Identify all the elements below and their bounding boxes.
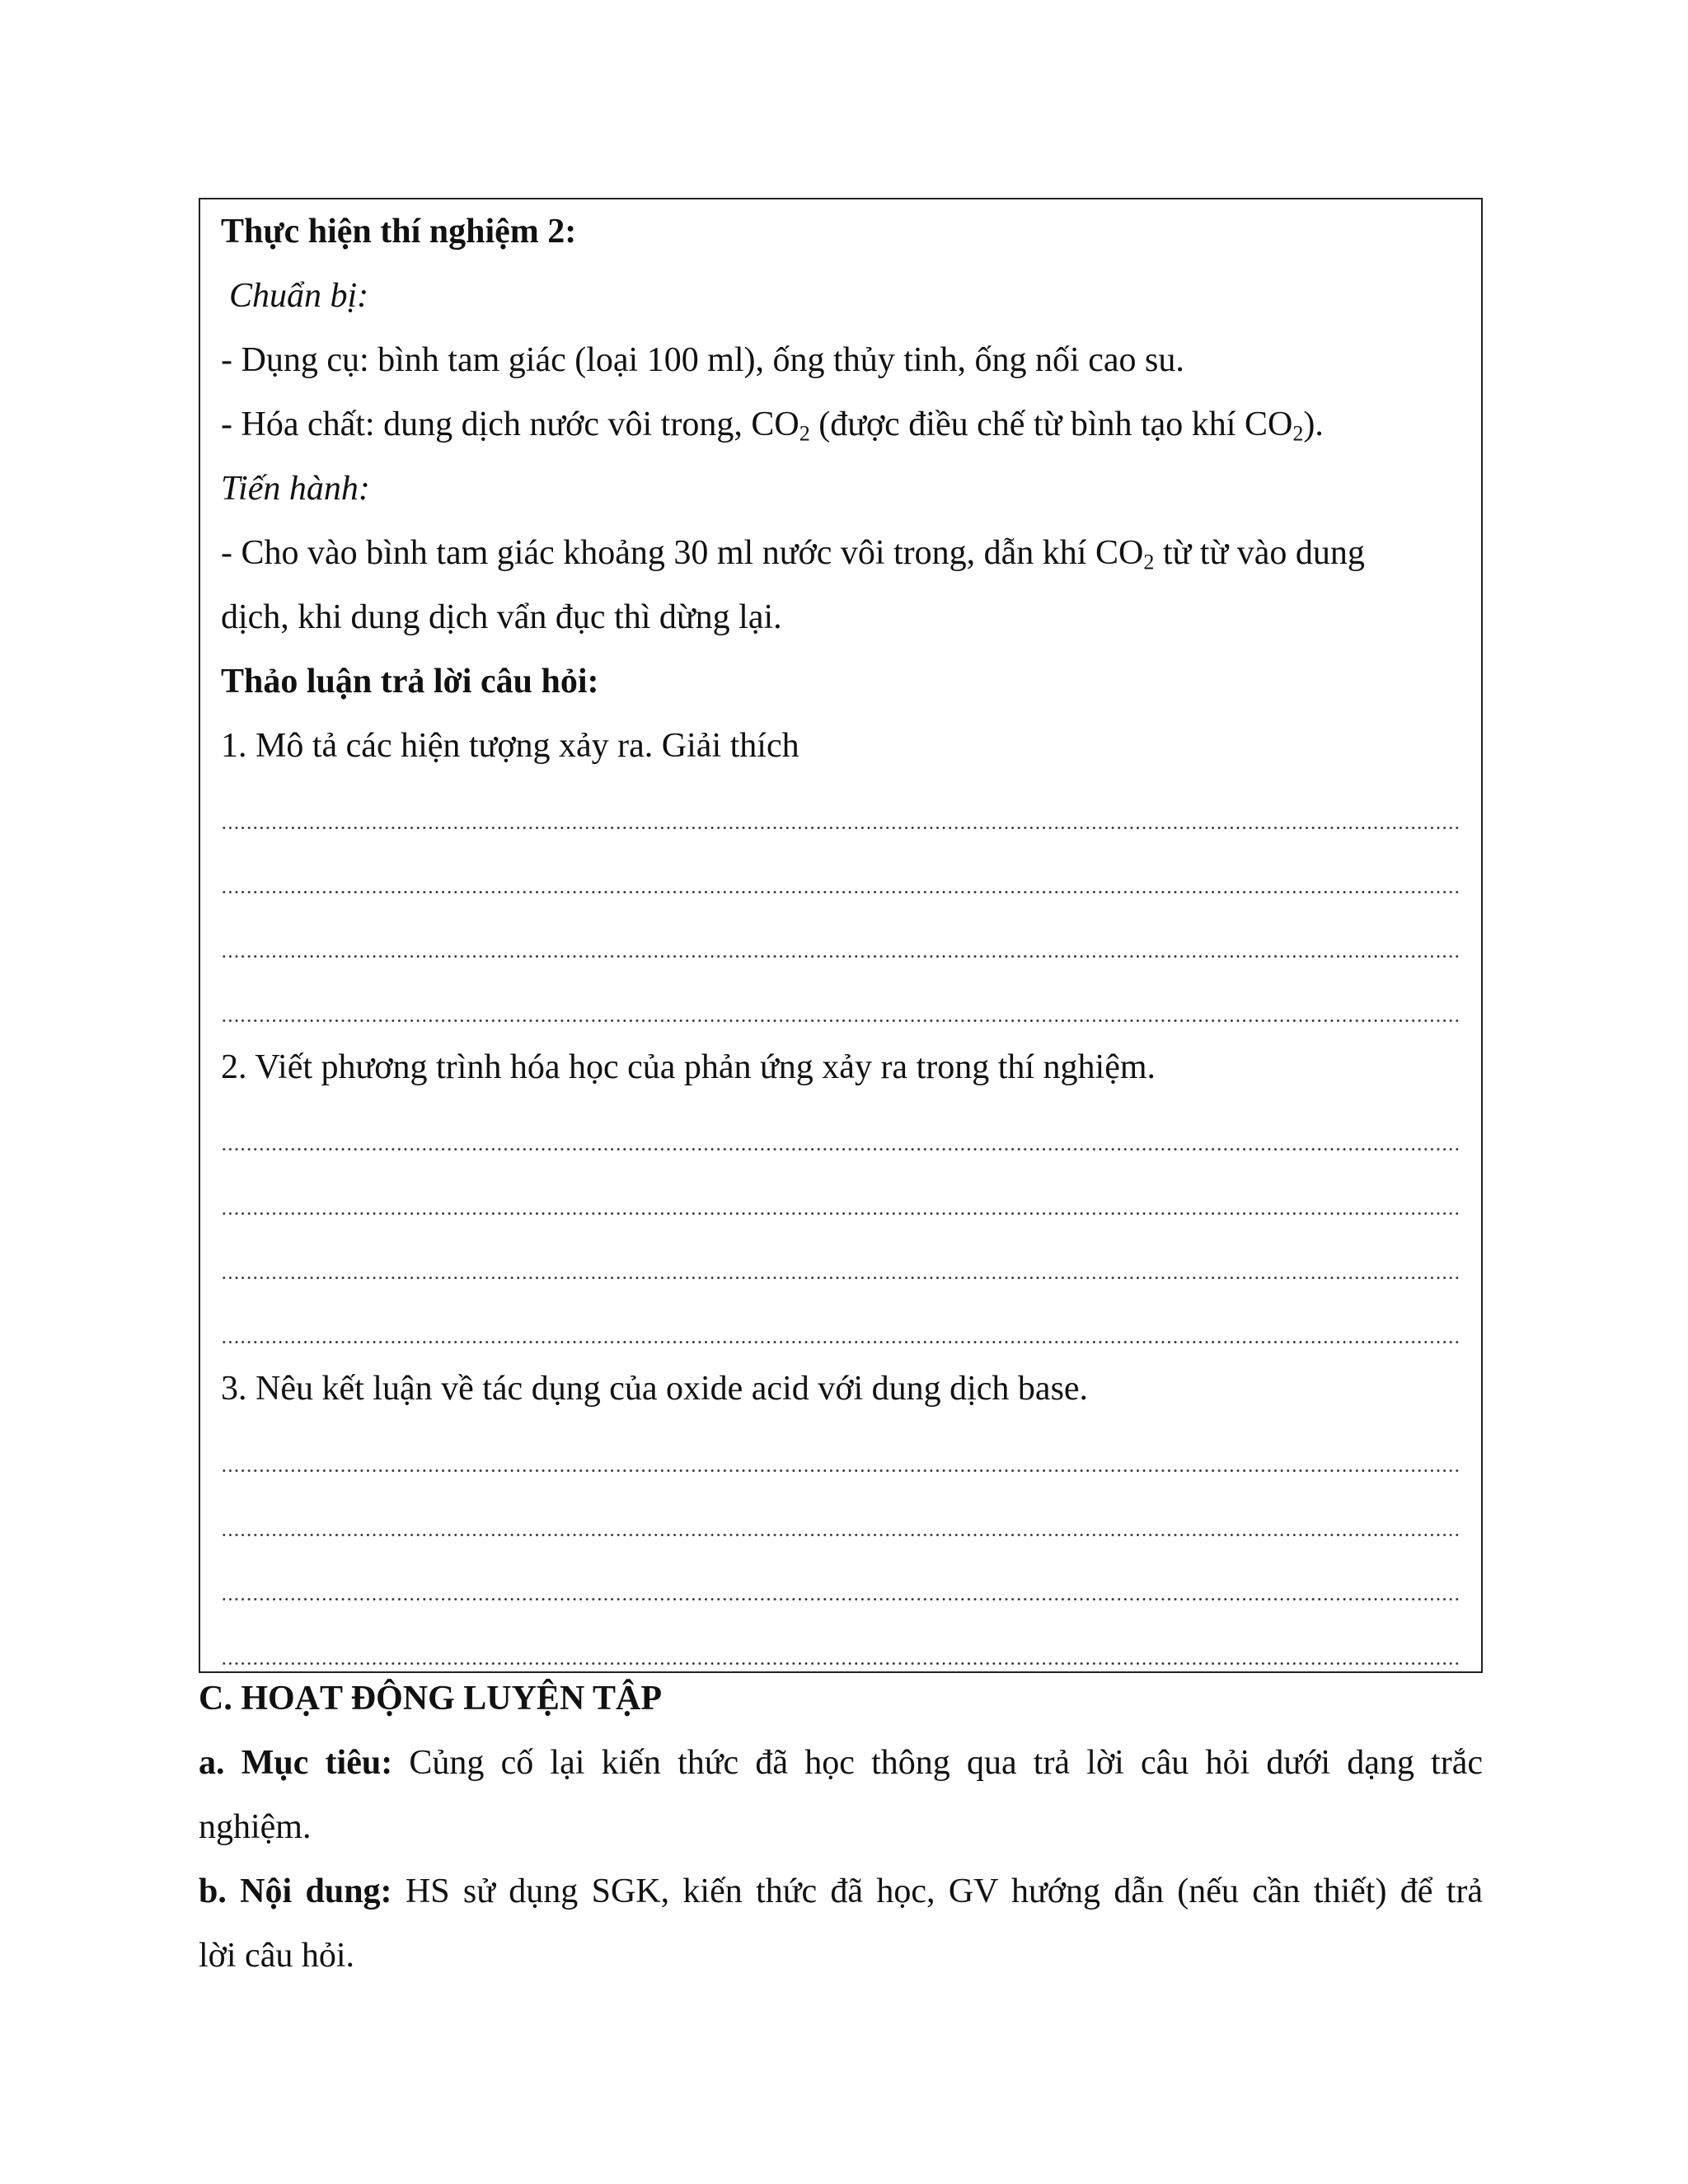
answer-line[interactable]	[221, 907, 1461, 971]
chemicals-text-2: (được điều chế từ bình tạo khí CO	[809, 405, 1293, 443]
answer-line[interactable]	[221, 842, 1461, 907]
answer-line[interactable]	[221, 971, 1461, 1035]
answer-line[interactable]	[221, 1421, 1461, 1485]
question-3: 3. Nêu kết luận về tác dụng của oxide acid với dung dịch base.	[221, 1370, 1089, 1408]
procedure-line-2: dịch, khi dung dịch vẩn đục thì dừng lại.	[221, 598, 782, 636]
objective-label: a. Mục tiêu:	[199, 1744, 393, 1782]
subscript-2: 2	[799, 421, 810, 446]
objective-text: Củng cố lại kiến thức đã học thông qua trả lời câu hỏi dưới dạng trắc	[392, 1744, 1483, 1782]
subscript-2: 2	[1292, 421, 1304, 446]
procedure-text-2: từ từ vào dung	[1154, 534, 1365, 572]
answer-line[interactable]	[221, 1549, 1461, 1614]
question-2: 2. Viết phương trình hóa học của phản ứng xảy ra trong thí nghiệm.	[221, 1048, 1156, 1086]
prep-heading: Chuẩn bị:	[229, 277, 369, 315]
objective-line-1	[199, 1731, 1483, 1795]
procedure-line-1	[221, 521, 1461, 585]
procedure-text-1: - Cho vào bình tam giác khoảng 30 ml nước vôi trong, dẫn khí CO	[221, 534, 1144, 572]
answer-line[interactable]	[221, 1292, 1461, 1357]
answer-line[interactable]	[221, 1099, 1461, 1164]
chemicals-line	[221, 392, 1461, 457]
answer-line[interactable]	[221, 1228, 1461, 1292]
experiment-box	[199, 198, 1483, 1673]
discussion-heading: Thảo luận trả lời câu hỏi:	[221, 663, 599, 701]
content-line-2: lời câu hỏi.	[199, 1937, 354, 1975]
content-text: HS sử dụng SGK, kiến thức đã học, GV hướng dẫn (nếu cần thiết) để trả	[392, 1872, 1483, 1910]
content-line-1	[199, 1859, 1483, 1924]
answer-line[interactable]	[221, 1164, 1461, 1228]
content-label: b. Nội dung:	[199, 1872, 392, 1910]
answer-line[interactable]	[221, 1485, 1461, 1549]
answer-line[interactable]	[221, 778, 1461, 842]
objective-line-2: nghiệm.	[199, 1808, 312, 1846]
chemicals-text-3: ).	[1303, 405, 1324, 443]
experiment-title: Thực hiện thí nghiệm 2:	[221, 213, 577, 251]
section-c-heading: C. HOẠT ĐỘNG LUYỆN TẬP	[199, 1680, 663, 1718]
procedure-heading: Tiến hành:	[221, 470, 370, 508]
section-c	[199, 1666, 1483, 1988]
chemicals-text-1: - Hóa chất: dung dịch nước vôi trong, CO	[221, 405, 799, 443]
subscript-2: 2	[1143, 550, 1155, 574]
question-1: 1. Mô tả các hiện tượng xảy ra. Giải thích	[221, 727, 799, 765]
tools-line: - Dụng cụ: bình tam giác (loại 100 ml), ống thủy tinh, ống nối cao su.	[221, 341, 1184, 379]
